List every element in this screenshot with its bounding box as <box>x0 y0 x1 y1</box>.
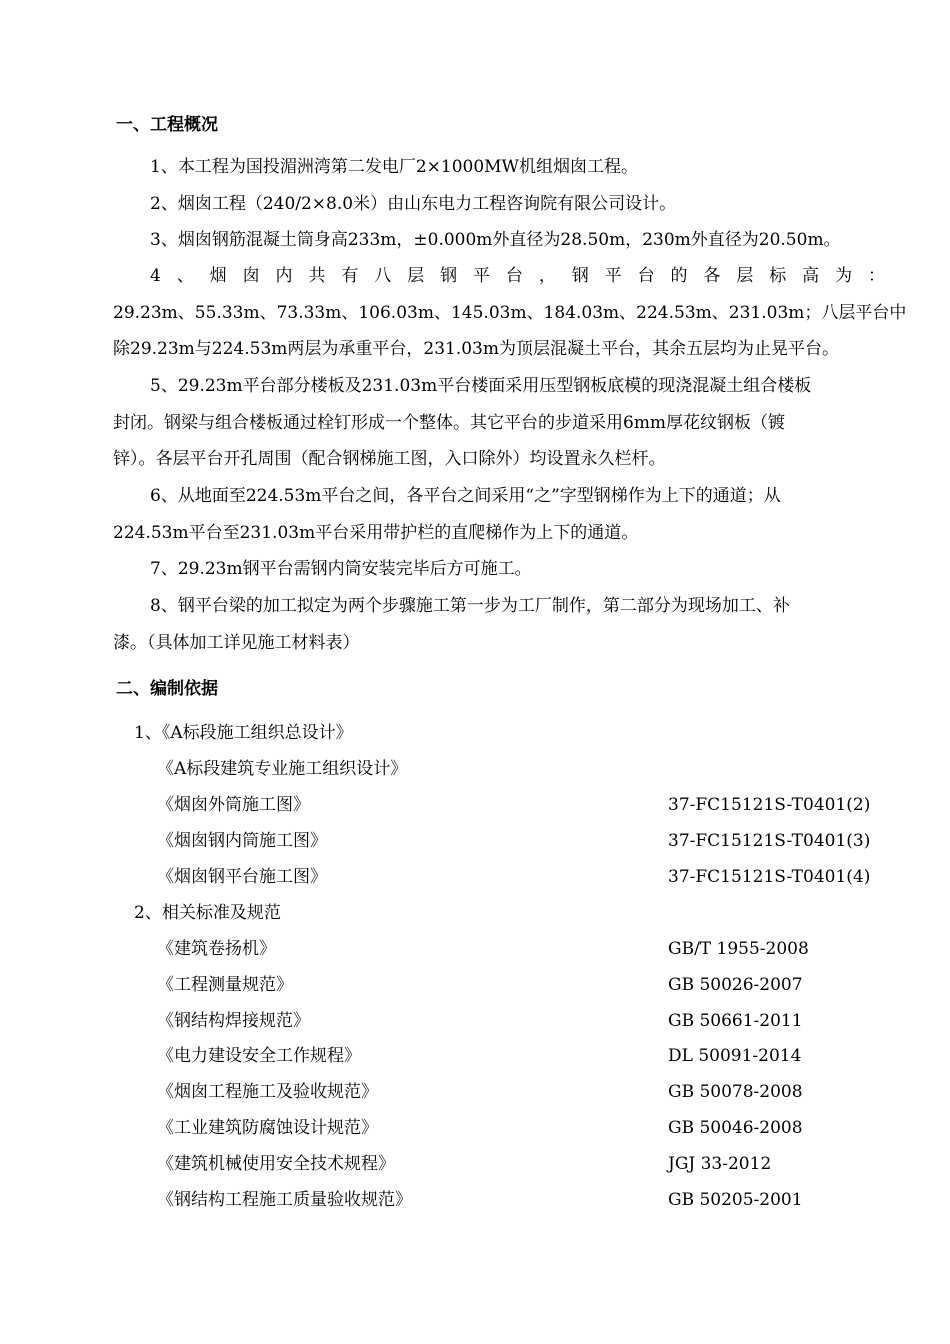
overview-item-5 <box>113 368 885 478</box>
reference-code: GB 50026-2007 <box>668 975 803 995</box>
reference-code: GB 50661-2011 <box>668 1011 803 1031</box>
reference-row <box>0 1042 950 1070</box>
reference-row <box>0 1007 950 1035</box>
reference-title: 《烟囱钢平台施工图》 <box>157 867 327 887</box>
paragraph-line: 7、29.23m钢平台需钢内筒安装完毕后方可施工。 <box>150 559 532 579</box>
reference-title: 《工业建筑防腐蚀设计规范》 <box>157 1118 378 1138</box>
overview-item-7 <box>113 551 885 588</box>
reference-row <box>0 935 950 963</box>
reference-code: 37-FC15121S-T0401(4) <box>668 867 871 887</box>
reference-title: 《钢结构工程施工质量验收规范》 <box>157 1190 412 1210</box>
overview-item-1 <box>113 149 885 186</box>
paragraph-line: 5、29.23m平台部分楼板及231.03m平台楼面采用压型钢板底模的现浇混凝土组合楼板 <box>150 376 812 396</box>
reference-title: 《建筑机械使用安全技术规程》 <box>157 1154 395 1174</box>
paragraph-line: 3、烟囱钢筋混凝土筒身高233m，±0.000m外直径为28.50m，230m外直径为20.50m。 <box>150 230 841 250</box>
reference-title: 《工程测量规范》 <box>157 975 293 995</box>
reference-row <box>0 755 950 783</box>
reference-row <box>0 1186 950 1214</box>
reference-code: GB 50205-2001 <box>668 1190 803 1210</box>
paragraph-line: 1、本工程为国投湄洲湾第二发电厂2×1000MW机组烟囱工程。 <box>150 157 639 177</box>
reference-code: DL 50091-2014 <box>668 1046 802 1066</box>
reference-title: 《A标段建筑专业施工组织设计》 <box>157 759 408 779</box>
reference-row <box>0 899 950 927</box>
section-heading-overview: 一、工程概况 <box>116 115 218 135</box>
paragraph-line: 漆。（具体加工详见施工材料表） <box>113 632 360 653</box>
reference-title: 1、《A标段施工组织总设计》 <box>134 723 353 743</box>
reference-title: 《电力建设安全工作规程》 <box>157 1046 361 1066</box>
reference-code: GB 50078-2008 <box>668 1082 803 1102</box>
reference-title: 《钢结构焊接规范》 <box>157 1011 310 1031</box>
reference-row <box>0 1078 950 1106</box>
overview-item-4 <box>113 258 907 368</box>
reference-code: 37-FC15121S-T0401(3) <box>668 831 871 851</box>
paragraph-line: 8、钢平台梁的加工拟定为两个步骤施工第一步为工厂制作，第二部分为现场加工、补 <box>150 596 790 616</box>
reference-title: 《烟囱工程施工及验收规范》 <box>157 1082 378 1102</box>
reference-row <box>0 863 950 891</box>
reference-code: 37-FC15121S-T0401(2) <box>668 795 871 815</box>
overview-item-3 <box>113 222 885 259</box>
paragraph-line: 封闭。钢梁与组合楼板通过栓钉形成一个整体。其它平台的步道采用6mm厚花纹钢板（镀 <box>113 412 786 433</box>
reference-row <box>0 827 950 855</box>
reference-code: GB/T 1955-2008 <box>668 939 809 959</box>
reference-code: JGJ 33-2012 <box>668 1154 772 1174</box>
paragraph-line: 29.23m、55.33m、73.33m、106.03m、145.03m、184.03m、224.53m、231.03m；八层平台中 <box>113 302 907 323</box>
reference-title: 《建筑卷扬机》 <box>157 939 276 959</box>
reference-title: 《烟囱外筒施工图》 <box>157 795 310 815</box>
section-heading-basis: 二、编制依据 <box>116 679 218 699</box>
paragraph-line: 2、烟囱工程（240/2×8.0米）由山东电力工程咨询院有限公司设计。 <box>150 194 677 214</box>
reference-row <box>0 1150 950 1178</box>
reference-row <box>0 1114 950 1142</box>
reference-title: 2、相关标准及规范 <box>134 903 281 923</box>
paragraph-line: 4、烟囱内共有八层钢平台，钢平台的各层标高为： <box>150 266 885 286</box>
paragraph-line: 除29.23m与224.53m两层为承重平台，231.03m为顶层混凝土平台，其余五层均为止晃平台。 <box>113 339 839 359</box>
paragraph-line: 6、从地面至224.53m平台之间，各平台之间采用“之”字型钢梯作为上下的通道；从 <box>150 486 781 506</box>
reference-title: 《烟囱钢内筒施工图》 <box>157 831 327 851</box>
paragraph-line: 224.53m平台至231.03m平台采用带护栏的直爬梯作为上下的通道。 <box>113 522 639 543</box>
paragraph-line: 锌）。各层平台开孔周围（配合钢梯施工图，入口除外）均设置永久栏杆。 <box>113 449 666 469</box>
reference-code: GB 50046-2008 <box>668 1118 803 1138</box>
reference-row <box>0 971 950 999</box>
reference-row <box>0 719 950 747</box>
reference-row <box>0 791 950 819</box>
overview-item-2 <box>113 186 885 223</box>
overview-item-6 <box>113 478 885 551</box>
overview-item-8 <box>113 588 885 661</box>
